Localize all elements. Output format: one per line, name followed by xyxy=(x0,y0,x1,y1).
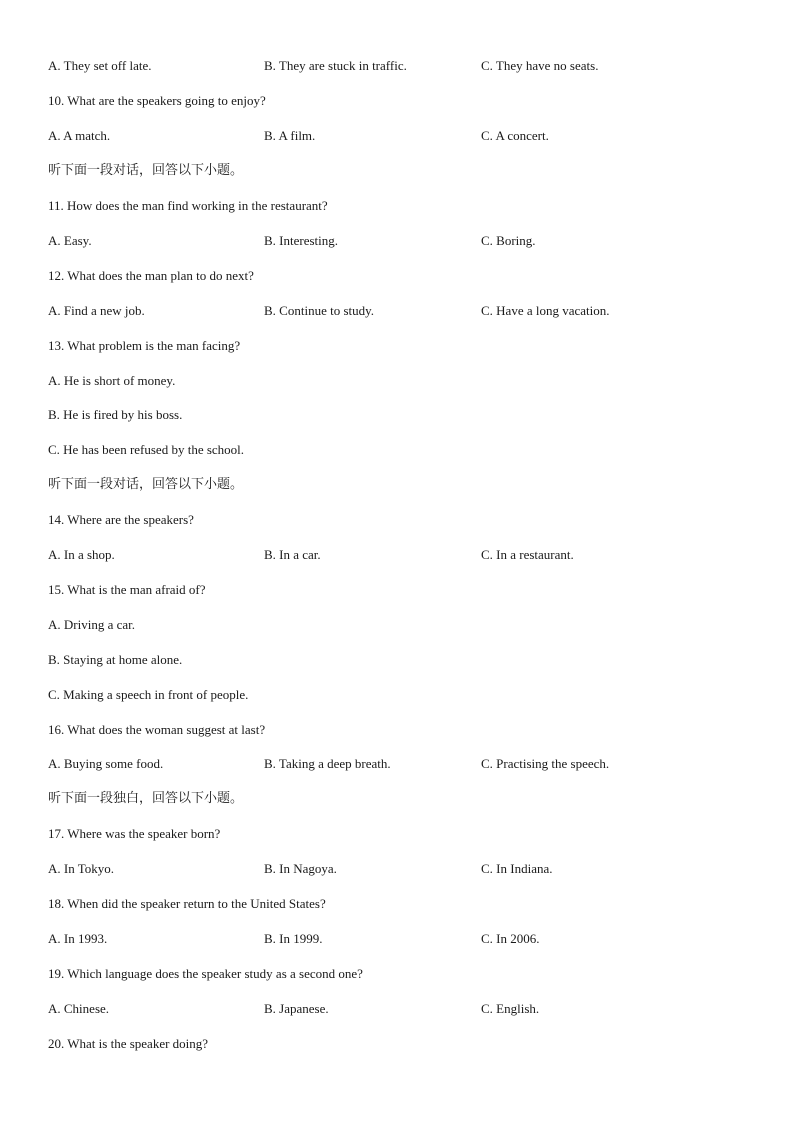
option-b: B. They are stuck in traffic. xyxy=(264,58,407,73)
option-c: C. In 2006. xyxy=(481,931,540,946)
option-c: C. Have a long vacation. xyxy=(481,303,610,318)
question-16: 16. What does the woman suggest at last? xyxy=(48,722,266,737)
option-c: C. In a restaurant. xyxy=(481,547,574,562)
question-15: 15. What is the man afraid of? xyxy=(48,582,206,597)
option-a: A. He is short of money. xyxy=(48,373,176,388)
question-13: 13. What problem is the man facing? xyxy=(48,338,241,353)
option-b: B. Staying at home alone. xyxy=(48,652,183,667)
option-c: C. He has been refused by the school. xyxy=(48,442,245,457)
option-b: B. Interesting. xyxy=(264,233,339,248)
option-a: A. Easy. xyxy=(48,233,92,248)
section-heading: 听下面一段独白，回答以下小题。 xyxy=(48,791,244,806)
question-11: 11. How does the man find working in the restaurant? xyxy=(48,198,328,213)
question-18: 18. When did the speaker return to the United States? xyxy=(48,896,326,911)
option-c: C. In Indiana. xyxy=(481,861,553,876)
option-a: A. Driving a car. xyxy=(48,617,136,632)
option-a: A. In a shop. xyxy=(48,547,115,562)
option-b: B. Continue to study. xyxy=(264,303,375,318)
question-10: 10. What are the speakers going to enjoy? xyxy=(48,93,266,108)
option-b: B. He is fired by his boss. xyxy=(48,407,183,422)
option-b: B. In 1999. xyxy=(264,931,323,946)
question-20: 20. What is the speaker doing? xyxy=(48,1036,209,1051)
option-a: A. Find a new job. xyxy=(48,303,145,318)
option-c: C. Making a speech in front of people. xyxy=(48,687,249,702)
option-c: C. Practising the speech. xyxy=(481,756,610,771)
option-c: C. A concert. xyxy=(481,128,549,143)
option-b: B. Japanese. xyxy=(264,1001,329,1016)
option-a: A. Buying some food. xyxy=(48,756,164,771)
option-c: C. They have no seats. xyxy=(481,58,599,73)
question-14: 14. Where are the speakers? xyxy=(48,512,194,527)
option-a: A. Chinese. xyxy=(48,1001,110,1016)
option-a: A. In 1993. xyxy=(48,931,108,946)
option-b: B. In a car. xyxy=(264,547,321,562)
question-12: 12. What does the man plan to do next? xyxy=(48,268,254,283)
question-19: 19. Which language does the speaker study as a second one? xyxy=(48,966,363,981)
option-c: C. English. xyxy=(481,1001,540,1016)
option-a: A. They set off late. xyxy=(48,58,152,73)
option-a: A. A match. xyxy=(48,128,111,143)
section-heading: 听下面一段对话，回答以下小题。 xyxy=(48,477,244,492)
option-b: B. In Nagoya. xyxy=(264,861,337,876)
option-b: B. A film. xyxy=(264,128,316,143)
question-17: 17. Where was the speaker born? xyxy=(48,826,221,841)
option-c: C. Boring. xyxy=(481,233,536,248)
option-b: B. Taking a deep breath. xyxy=(264,756,391,771)
option-a: A. In Tokyo. xyxy=(48,861,115,876)
section-heading: 听下面一段对话，回答以下小题。 xyxy=(48,163,244,178)
